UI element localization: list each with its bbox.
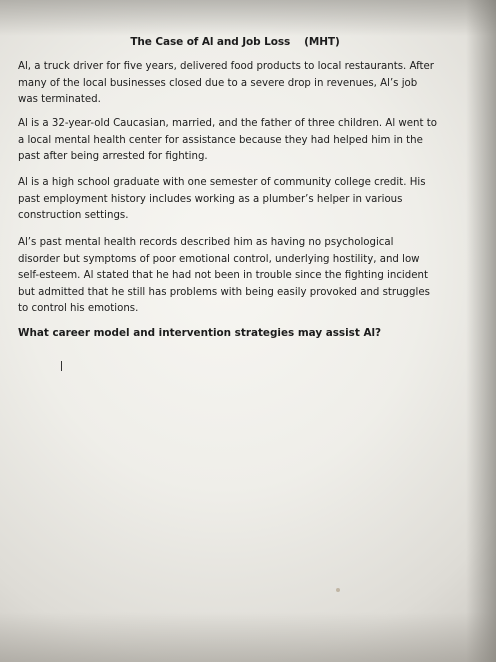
case-question: What career model and intervention strategies may assist Al? <box>18 327 382 339</box>
title-text: The Case of Al and Job Loss <box>130 36 291 48</box>
paragraph-mental-health: Al’s past mental health records described him as having no psychological disorder but symptoms of poor emotional control, underlying hostility, and low self-esteem. Al stated that he had not been in trouble since the fighting incident but admitted that he still has problems with being easily provoked and struggles to control his emotions. <box>18 237 430 314</box>
paragraph-education: Al is a high school graduate with one semester of community college credit. His past employment history includes working as a plumber’s helper in various construction settings. <box>18 177 426 221</box>
paper-speck <box>336 588 340 592</box>
paragraph-job-loss: Al, a truck driver for five years, delivered food products to local restaurants. After many of the local businesses closed due to a severe drop in revenues, Al’s job was terminated. <box>18 61 434 105</box>
title-code: (MHT) <box>304 36 340 48</box>
paragraph-background: Al is a 32-year-old Caucasian, married, and the father of three children. Al went to a local mental health center for assistance because they had helped him in the past after being arrested for fighting. <box>18 118 437 162</box>
text-cursor-mark <box>61 361 62 371</box>
document-title <box>0 36 470 48</box>
